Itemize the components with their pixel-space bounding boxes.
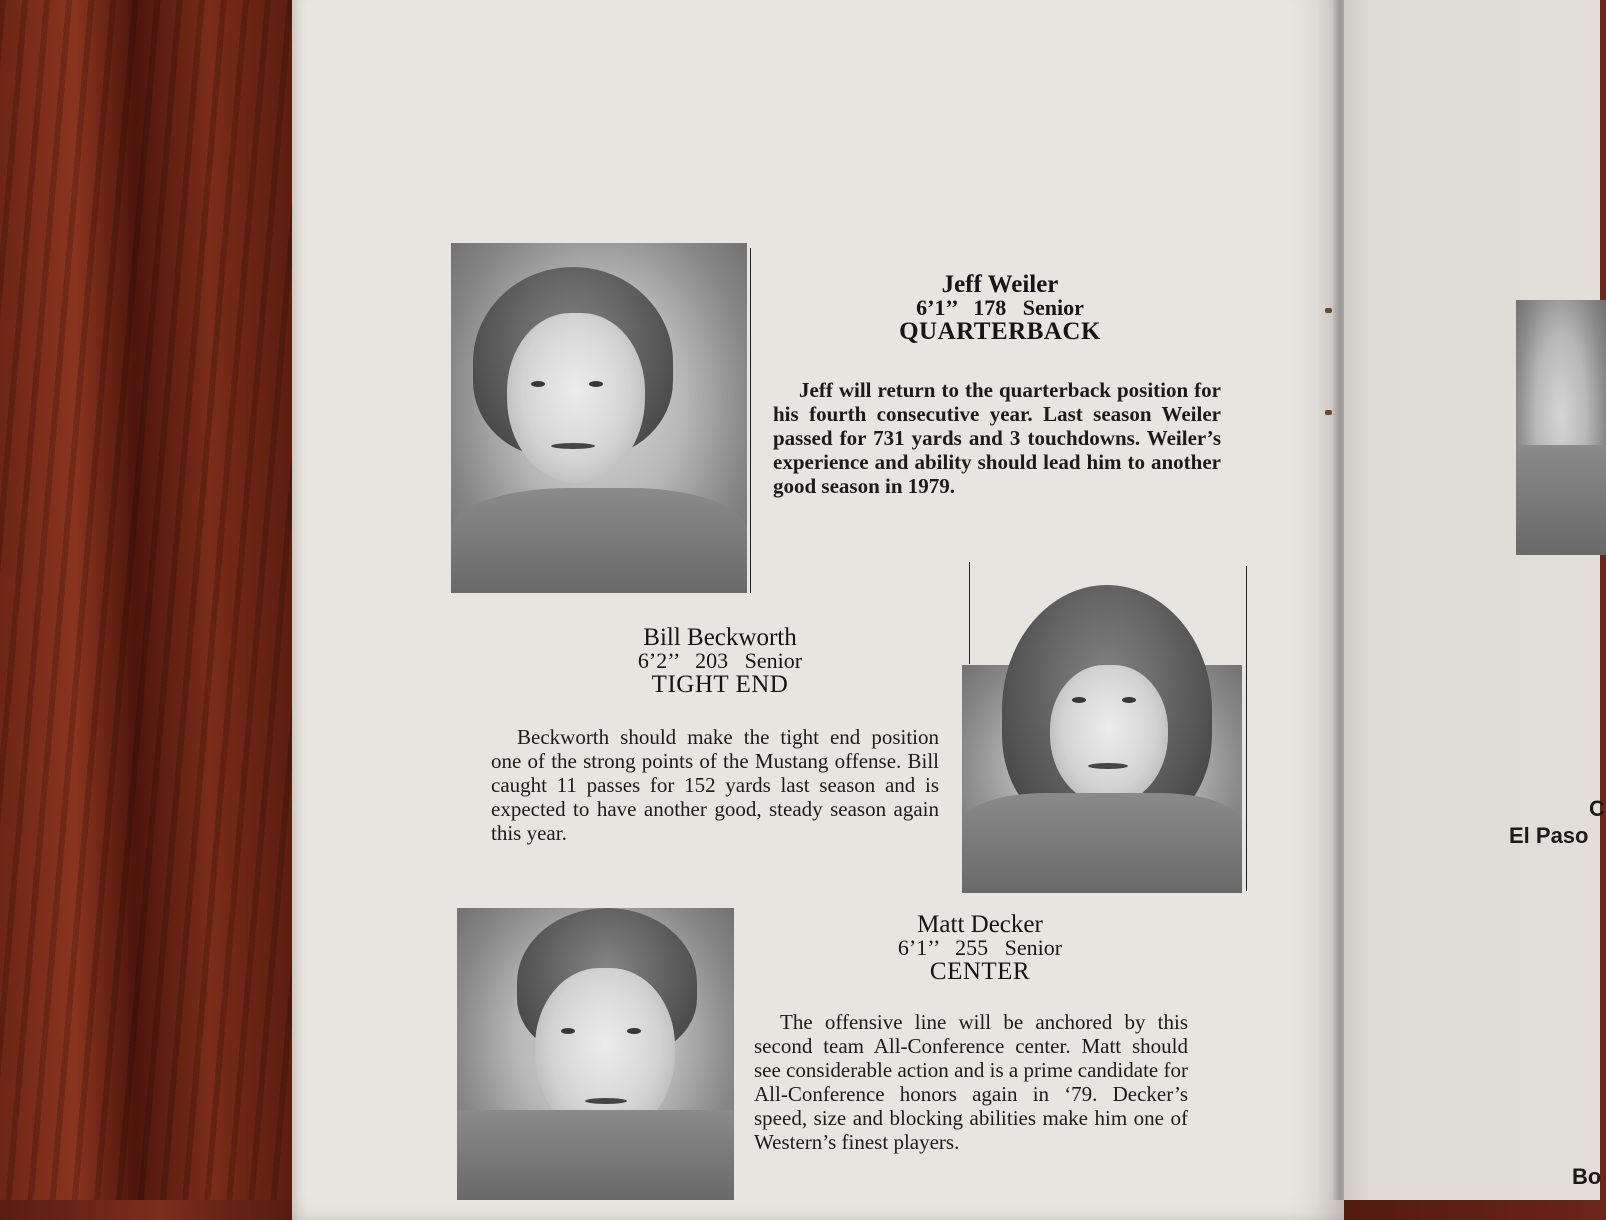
player-bio-bill-beckworth: Beckworth should make the tight end position one of the strong points of the Mustang offense. Bill caught 11 passes for 152 yards last season and is expected to have another good, steady season again this year. — [491, 725, 939, 845]
photo-border-line — [969, 562, 970, 664]
player-stats: 6’2’’ 203 Senior — [637, 648, 803, 673]
player-stats: 6’1’’ 255 Senior — [897, 935, 1063, 960]
player-name: Bill Beckworth — [643, 624, 797, 651]
player-photo-jeff-weiler — [451, 243, 747, 593]
player-stats: 6’1’’ 178 Senior — [916, 295, 1084, 320]
player-bio-jeff-weiler: Jeff will return to the quarterback position for his fourth consecutive year. Last season Weiler passed for 731 yards and 3 touchdowns. Weiler’s experience and ability should lead him to another good season in 1979. — [773, 378, 1221, 498]
facing-page-text-bo: Bo — [1572, 1164, 1602, 1189]
wood-table-surface — [0, 0, 300, 1200]
player-position: QUARTERBACK — [899, 318, 1101, 345]
player-position: TIGHT END — [651, 671, 789, 698]
facing-page-text-c: C — [1589, 796, 1605, 821]
player-name: Jeff Weiler — [941, 271, 1059, 298]
staple — [1325, 308, 1332, 313]
player-header-jeff-weiler — [860, 272, 1140, 344]
facing-page-photo — [1516, 300, 1606, 555]
player-header-matt-decker — [840, 912, 1120, 984]
player-position: CENTER — [929, 958, 1031, 985]
photo-border-line — [1246, 566, 1247, 891]
photo-border-line — [750, 248, 751, 593]
player-name: Matt Decker — [917, 911, 1043, 938]
facing-page — [1344, 0, 1605, 1200]
player-header-bill-beckworth — [580, 625, 860, 697]
player-bio-matt-decker: The offensive line will be anchored by this second team All-Conference center. Matt should see considerable action and is a prime candidate for All-Conference honors again in ‘79. Decker’s speed, size and blocking abilities make him one of Western’s finest players. — [754, 1010, 1188, 1154]
staple — [1325, 410, 1332, 415]
player-photo-matt-decker — [457, 908, 734, 1200]
facing-page-text-el-paso: El Paso — [1509, 823, 1589, 848]
player-photo-bill-beckworth — [962, 665, 1242, 893]
